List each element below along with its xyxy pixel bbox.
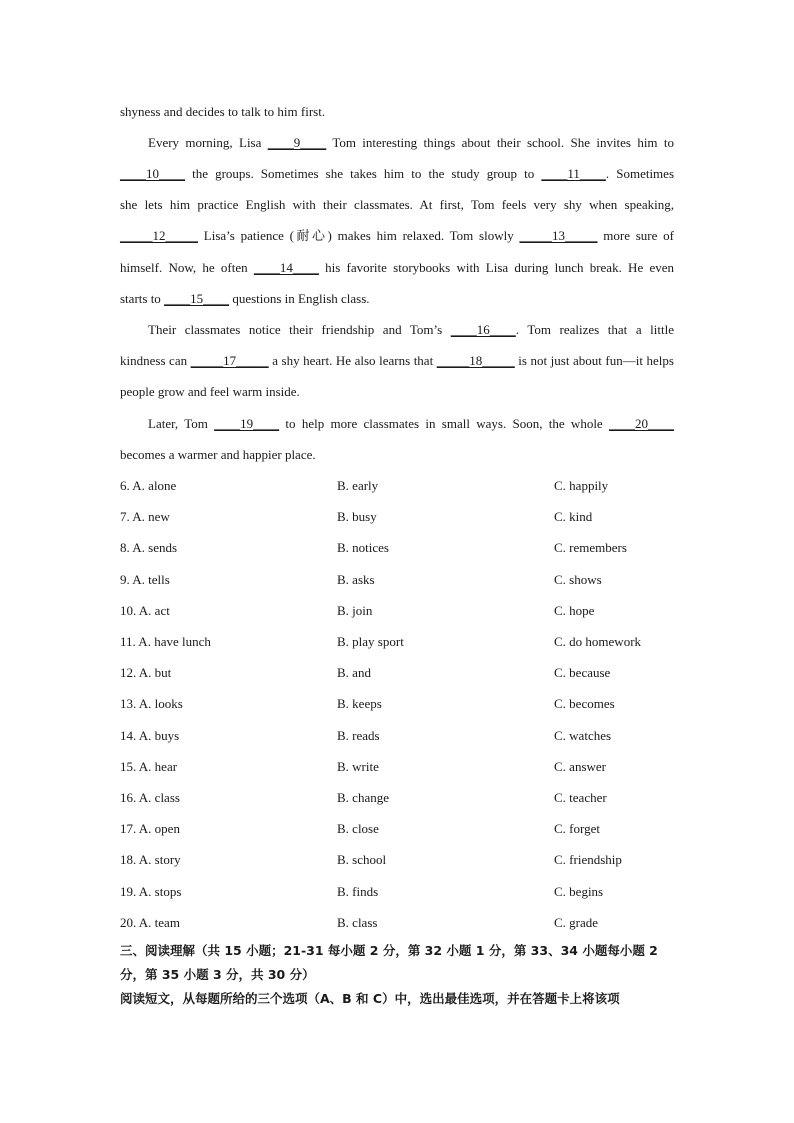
section-heading: 三、阅读理解（共 15 小题；21-31 每小题 2 分，第 32 小题 1 分，第 33、34 小题每小题 2	[120, 943, 658, 958]
option-c: C. happily	[554, 478, 609, 493]
option-b: B. join	[337, 603, 373, 618]
passage-line: becomes a warmer and happier place.	[120, 447, 316, 462]
passage-line: ____10____ the groups. Sometimes she takes him to the study group to ____11____. Sometimes	[120, 164, 674, 184]
option-c: C. answer	[554, 759, 606, 774]
option-a: 20. A. team	[120, 915, 180, 930]
blank-12: _____12_____	[120, 228, 198, 243]
blank-19: ____19____	[214, 416, 280, 431]
option-a: 9. A. tells	[120, 572, 170, 587]
option-b: B. busy	[337, 509, 377, 524]
blank-10: ____10____	[120, 166, 185, 181]
option-b: B. play sport	[337, 634, 404, 649]
passage-line: she lets him practice English with their classmates. At first, Tom feels very shy when speaking,	[120, 197, 674, 212]
passage-line: kindness can _____17_____ a shy heart. He also learns that _____18_____ is not just about fun—it helps	[120, 351, 674, 371]
blank-13: _____13_____	[519, 228, 598, 243]
option-a: 13. A. looks	[120, 696, 183, 711]
option-b: B. write	[337, 759, 379, 774]
option-b: B. change	[337, 790, 389, 805]
option-b: B. early	[337, 478, 379, 493]
option-b: B. notices	[337, 540, 389, 555]
option-c: C. kind	[554, 509, 593, 524]
option-a: 8. A. sends	[120, 540, 178, 555]
passage-line: people grow and feel warm inside.	[120, 384, 300, 399]
option-a: 18. A. story	[120, 852, 181, 867]
option-c: C. shows	[554, 572, 602, 587]
option-a: 12. A. but	[120, 665, 172, 680]
blank-16: ____16____	[450, 322, 516, 337]
blank-15: ____15____	[164, 291, 230, 306]
passage-line: shyness and decides to talk to him first.	[120, 104, 326, 119]
option-b: B. school	[337, 852, 387, 867]
blank-14: ____14____	[253, 260, 319, 275]
option-c: C. becomes	[554, 696, 615, 711]
passage-line: Their classmates notice their friendship and Tom’s ____16____. Tom realizes that a little	[148, 320, 674, 340]
option-c: C. forget	[554, 821, 600, 836]
option-b: B. reads	[337, 728, 380, 743]
blank-17: _____17_____	[190, 353, 269, 368]
option-a: 7. A. new	[120, 509, 170, 524]
option-a: 16. A. class	[120, 790, 180, 805]
option-a: 19. A. stops	[120, 884, 182, 899]
option-a: 17. A. open	[120, 821, 180, 836]
blank-18: _____18_____	[436, 353, 515, 368]
option-b: B. class	[337, 915, 378, 930]
option-c: C. begins	[554, 884, 604, 899]
option-b: B. close	[337, 821, 379, 836]
passage-line: himself. Now, he often ____14____ his favorite storybooks with Lisa during lunch break. He even	[120, 258, 674, 278]
option-a: 15. A. hear	[120, 759, 178, 774]
option-b: B. finds	[337, 884, 379, 899]
option-c: C. friendship	[554, 852, 622, 867]
option-c: C. hope	[554, 603, 595, 618]
passage-line: starts to ____15____ questions in English class.	[120, 289, 674, 309]
option-b: B. asks	[337, 572, 375, 587]
option-a: 11. A. have lunch	[120, 634, 211, 649]
option-a: 10. A. act	[120, 603, 170, 618]
option-b: B. and	[337, 665, 371, 680]
section-heading-cont: 分，第 35 小题 3 分，共 30 分）	[120, 967, 315, 982]
option-c: C. grade	[554, 915, 599, 930]
option-a: 14. A. buys	[120, 728, 180, 743]
option-b: B. keeps	[337, 696, 382, 711]
option-c: C. watches	[554, 728, 612, 743]
blank-20: ____20____	[609, 416, 674, 431]
section-instructions: 阅读短文，从每题所给的三个选项（A、B 和 C）中，选出最佳选项，并在答题卡上将该项	[120, 991, 620, 1006]
passage-line: _____12_____ Lisa’s patience (耐心) makes him relaxed. Tom slowly _____13_____ more sure of	[120, 226, 674, 246]
passage-line: Later, Tom ____19____ to help more classmates in small ways. Soon, the whole ____20____	[148, 414, 674, 434]
option-c: C. because	[554, 665, 611, 680]
passage-line: Every morning, Lisa ____9____ Tom interesting things about their school. She invites him to	[148, 133, 674, 153]
blank-11: ____11____	[541, 166, 606, 181]
option-c: C. remembers	[554, 540, 627, 555]
blank-9: ____9____	[267, 135, 327, 150]
option-c: C. teacher	[554, 790, 607, 805]
option-c: C. do homework	[554, 634, 642, 649]
option-a: 6. A. alone	[120, 478, 177, 493]
